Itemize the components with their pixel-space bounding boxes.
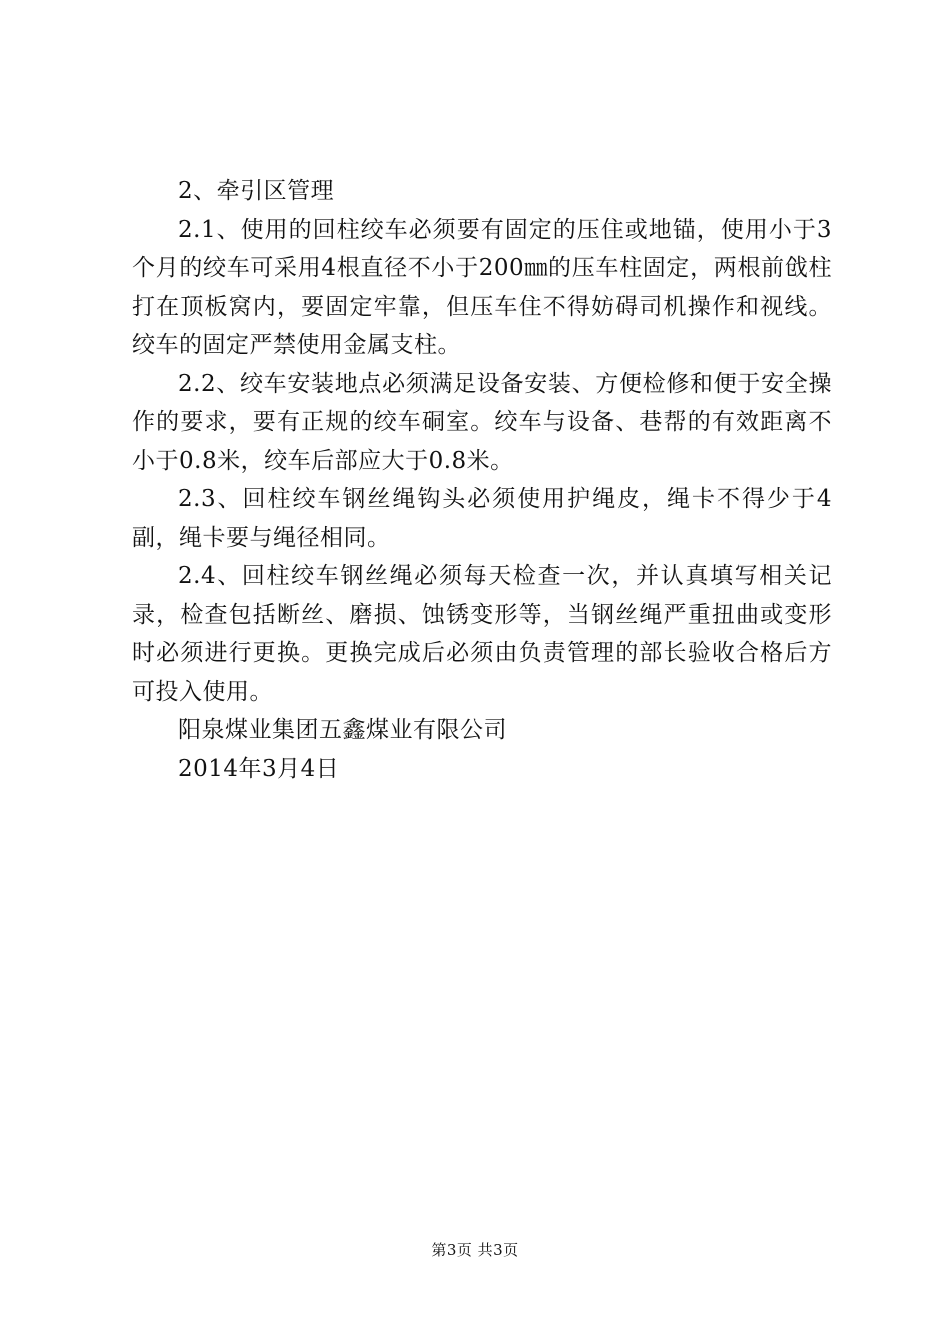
paragraph-2-2: 2.2、绞车安装地点必须满足设备安装、方便检修和便于安全操作的要求，要有正规的绞车硐室。绞车与设备、巷帮的有效距离不小于0.8米，绞车后部应大于0.8米。	[132, 370, 832, 474]
paragraph-2-4: 2.4、回柱绞车钢丝绳必须每天检查一次，并认真填写相关记录，检查包括断丝、磨损、蚀锈变形等，当钢丝绳严重扭曲或变形时必须进行更换。更换完成后必须由负责管理的部长验收合格后方可投入使用。	[132, 563, 832, 705]
paragraph-2-3: 2.3、回柱绞车钢丝绳钩头必须使用护绳皮，绳卡不得少于4副，绳卡要与绳径相同。	[132, 486, 832, 551]
company-signature: 阳泉煤业集团五鑫煤业有限公司	[178, 717, 507, 743]
page-number-footer: 第3页 共3页	[431, 1241, 519, 1259]
section-heading: 2、牵引区管理	[178, 178, 335, 204]
paragraph-2-1: 2.1、使用的回柱绞车必须要有固定的压住或地锚，使用小于3个月的绞车可采用4根直径不小于200㎜的压车柱固定，两根前戗柱打在顶板窝内，要固定牢靠，但压车住不得妨碍司机操作和视线。绞车的固定严禁使用金属支柱。	[132, 216, 832, 358]
document-date: 2014年3月4日	[178, 755, 340, 782]
document-body	[132, 172, 832, 788]
